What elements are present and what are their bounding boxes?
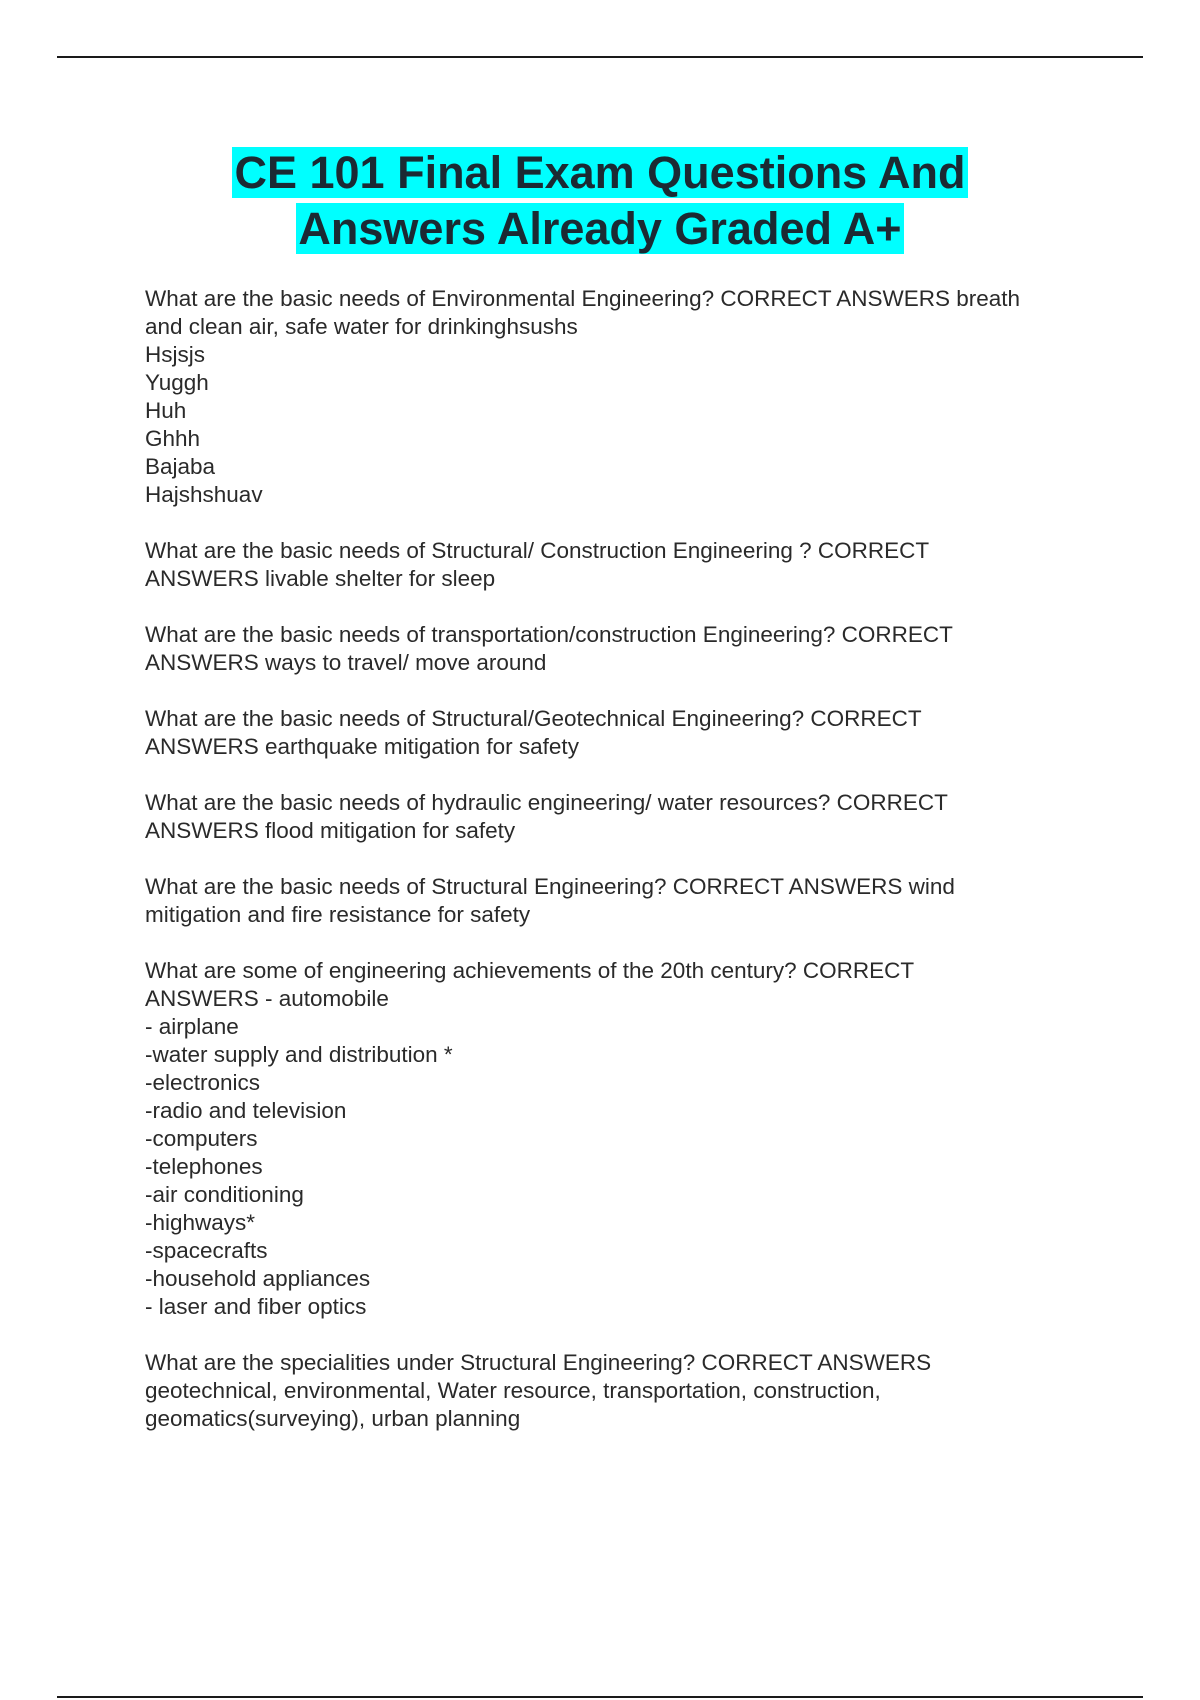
qa-line: - airplane [145,1014,239,1039]
qa-line: -radio and television [145,1098,347,1123]
bottom-rule [57,1696,1143,1698]
page-title [60,145,1140,257]
qa-line: -telephones [145,1154,263,1179]
qa-item [145,873,1105,929]
qa-line: Hsjsjs [145,342,205,367]
qa-line: What are the basic needs of hydraulic engineering/ water resources? CORRECT [145,790,948,815]
qa-item [145,1349,1105,1433]
qa-item [145,537,1105,593]
qa-line: What are the basic needs of Structural/Geotechnical Engineering? CORRECT [145,706,922,731]
qa-item [145,285,1105,509]
qa-line: -air conditioning [145,1182,304,1207]
qa-line: Hajshshuav [145,482,263,507]
qa-line: What are the basic needs of Structural Engineering? CORRECT ANSWERS wind [145,874,955,899]
qa-line: ANSWERS livable shelter for sleep [145,566,496,591]
top-rule [57,56,1143,58]
qa-line: What are the specialities under Structural Engineering? CORRECT ANSWERS [145,1350,932,1375]
qa-line: Ghhh [145,426,201,451]
qa-line: What are some of engineering achievements of the 20th century? CORRECT [145,958,915,983]
qa-line: Bajaba [145,454,216,479]
qa-line: - laser and fiber optics [145,1294,367,1319]
qa-line: -spacecrafts [145,1238,268,1263]
qa-line: geotechnical, environmental, Water resource, transportation, construction, [145,1378,881,1403]
qa-line: -water supply and distribution * [145,1042,453,1067]
qa-line: ANSWERS earthquake mitigation for safety [145,734,579,759]
title-line-1: CE 101 Final Exam Questions And [234,147,966,198]
qa-line: ANSWERS ways to travel/ move around [145,650,547,675]
qa-line: ANSWERS flood mitigation for safety [145,818,516,843]
qa-line: -highways* [145,1210,256,1235]
qa-line: Huh [145,398,187,423]
qa-item [145,957,1105,1321]
qa-list [145,285,1105,1461]
qa-line: Yuggh [145,370,209,395]
qa-line: What are the basic needs of Environmental Engineering? CORRECT ANSWERS breath [145,286,1021,311]
qa-item [145,705,1105,761]
qa-item [145,621,1105,677]
qa-line: mitigation and fire resistance for safety [145,902,531,927]
qa-line: ANSWERS - automobile [145,986,389,1011]
qa-line: -household appliances [145,1266,371,1291]
qa-line: What are the basic needs of transportation/construction Engineering? CORRECT [145,622,953,647]
qa-line: and clean air, safe water for drinkinghsushs [145,314,578,339]
qa-line: geomatics(surveying), urban planning [145,1406,521,1431]
qa-line: What are the basic needs of Structural/ Construction Engineering ? CORRECT [145,538,930,563]
qa-line: -computers [145,1126,258,1151]
qa-item [145,789,1105,845]
title-line-2: Answers Already Graded A+ [298,203,902,254]
qa-line: -electronics [145,1070,261,1095]
